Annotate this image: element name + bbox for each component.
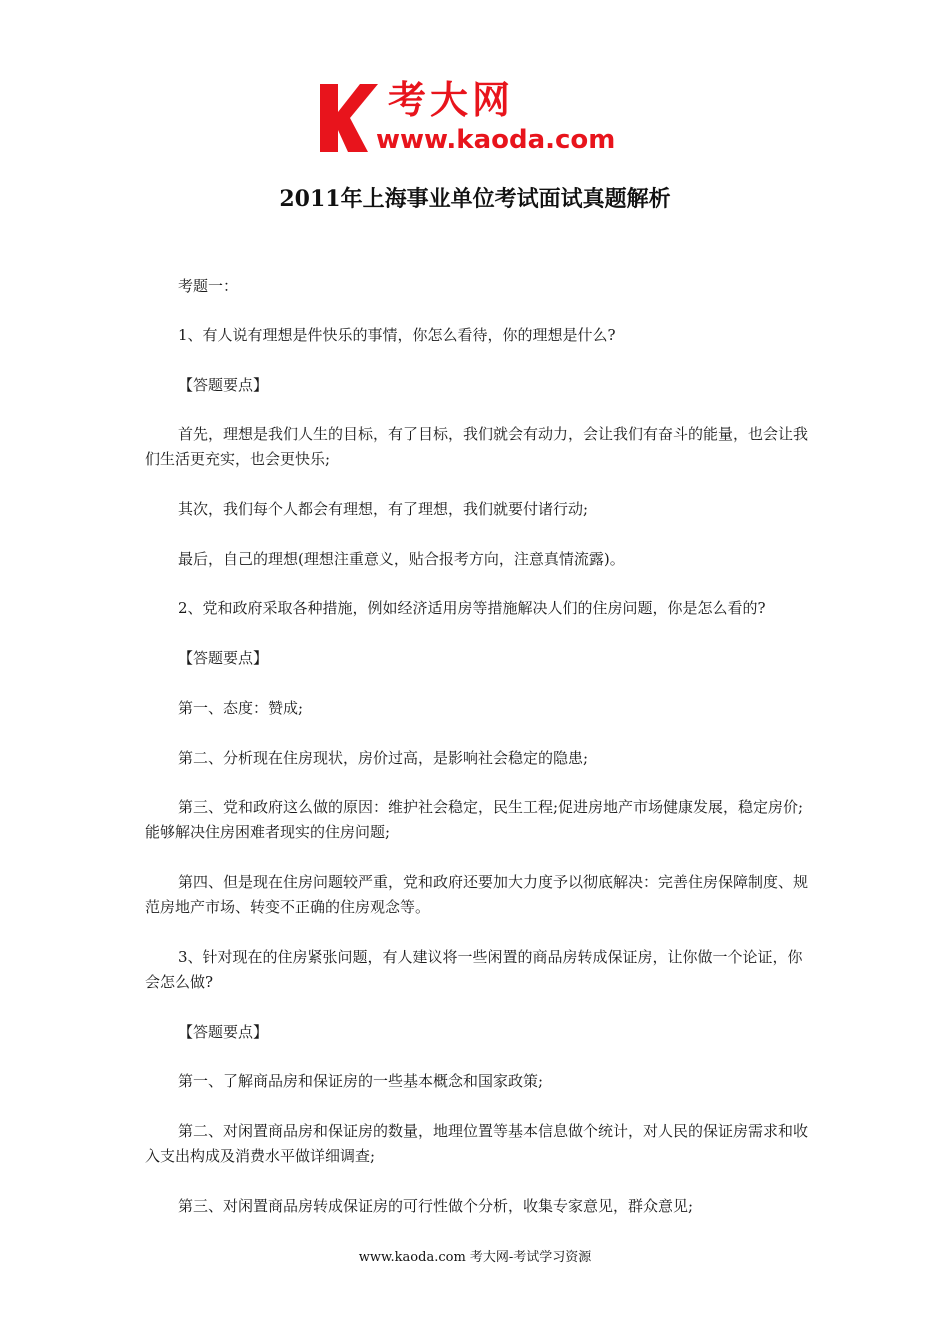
logo-brand-url: www.kaoda.com [376,125,616,155]
logo-brand-cn: 考大网 [388,78,515,122]
kaoda-logo [318,78,638,162]
paragraph-answer-heading: 【答题要点】 [178,649,269,667]
paragraph-answer-point: 第三、党和政府这么做的原因：维护社会稳定，民生工程;促进房地产市场健康发展，稳定房价;能够解决住房困难者现实的住房问题; [145,798,804,841]
paragraph-answer-point: 首先，理想是我们人生的目标，有了目标，我们就会有动力，会让我们有奋斗的能量，也会让我们生活更充实，也会更快乐; [145,425,809,468]
k-logo-icon [318,82,380,154]
paragraph-answer-heading: 【答题要点】 [178,376,269,394]
page-footer: www.kaoda.com 考大网-考试学习资源 [358,1250,592,1265]
paragraph-answer-point: 第四、但是现在住房问题较严重，党和政府还要加大力度予以彻底解决：完善住房保障制度、规范房地产市场、转变不正确的住房观念等。 [145,873,809,916]
paragraph-answer-point: 最后，自己的理想(理想注重意义，贴合报考方向，注意真情流露)。 [178,550,625,568]
page-title: 2011年上海事业单位考试面试真题解析 [279,186,671,212]
paragraph-answer-point: 第二、分析现在住房现状，房价过高，是影响社会稳定的隐患; [178,749,589,767]
paragraph-answer-point: 第三、对闲置商品房转成保证房的可行性做个分析，收集专家意见，群众意见; [178,1197,694,1215]
paragraph-question-1: 1、有人说有理想是件快乐的事情，你怎么看待，你的理想是什么? [178,326,616,344]
paragraph-answer-point: 第一、了解商品房和保证房的一些基本概念和国家政策; [178,1072,544,1090]
paragraph-answer-heading: 【答题要点】 [178,1023,269,1041]
paragraph-answer-point: 第二、对闲置商品房和保证房的数量，地理位置等基本信息做个统计，对人民的保证房需求和收入支出构成及消费水平做详细调查; [145,1122,809,1165]
paragraph-answer-point: 第一、态度：赞成; [178,699,304,717]
paragraph-question-3: 3、针对现在的住房紧张问题，有人建议将一些闲置的商品房转成保证房，让你做一个论证，你会怎么做? [145,948,803,991]
paragraph-question-2: 2、党和政府采取各种措施，例如经济适用房等措施解决人们的住房问题，你是怎么看的? [178,599,766,617]
paragraph-answer-point: 其次，我们每个人都会有理想，有了理想，我们就要付诸行动; [178,500,589,518]
paragraph-exam-heading: 考题一： [178,277,239,295]
